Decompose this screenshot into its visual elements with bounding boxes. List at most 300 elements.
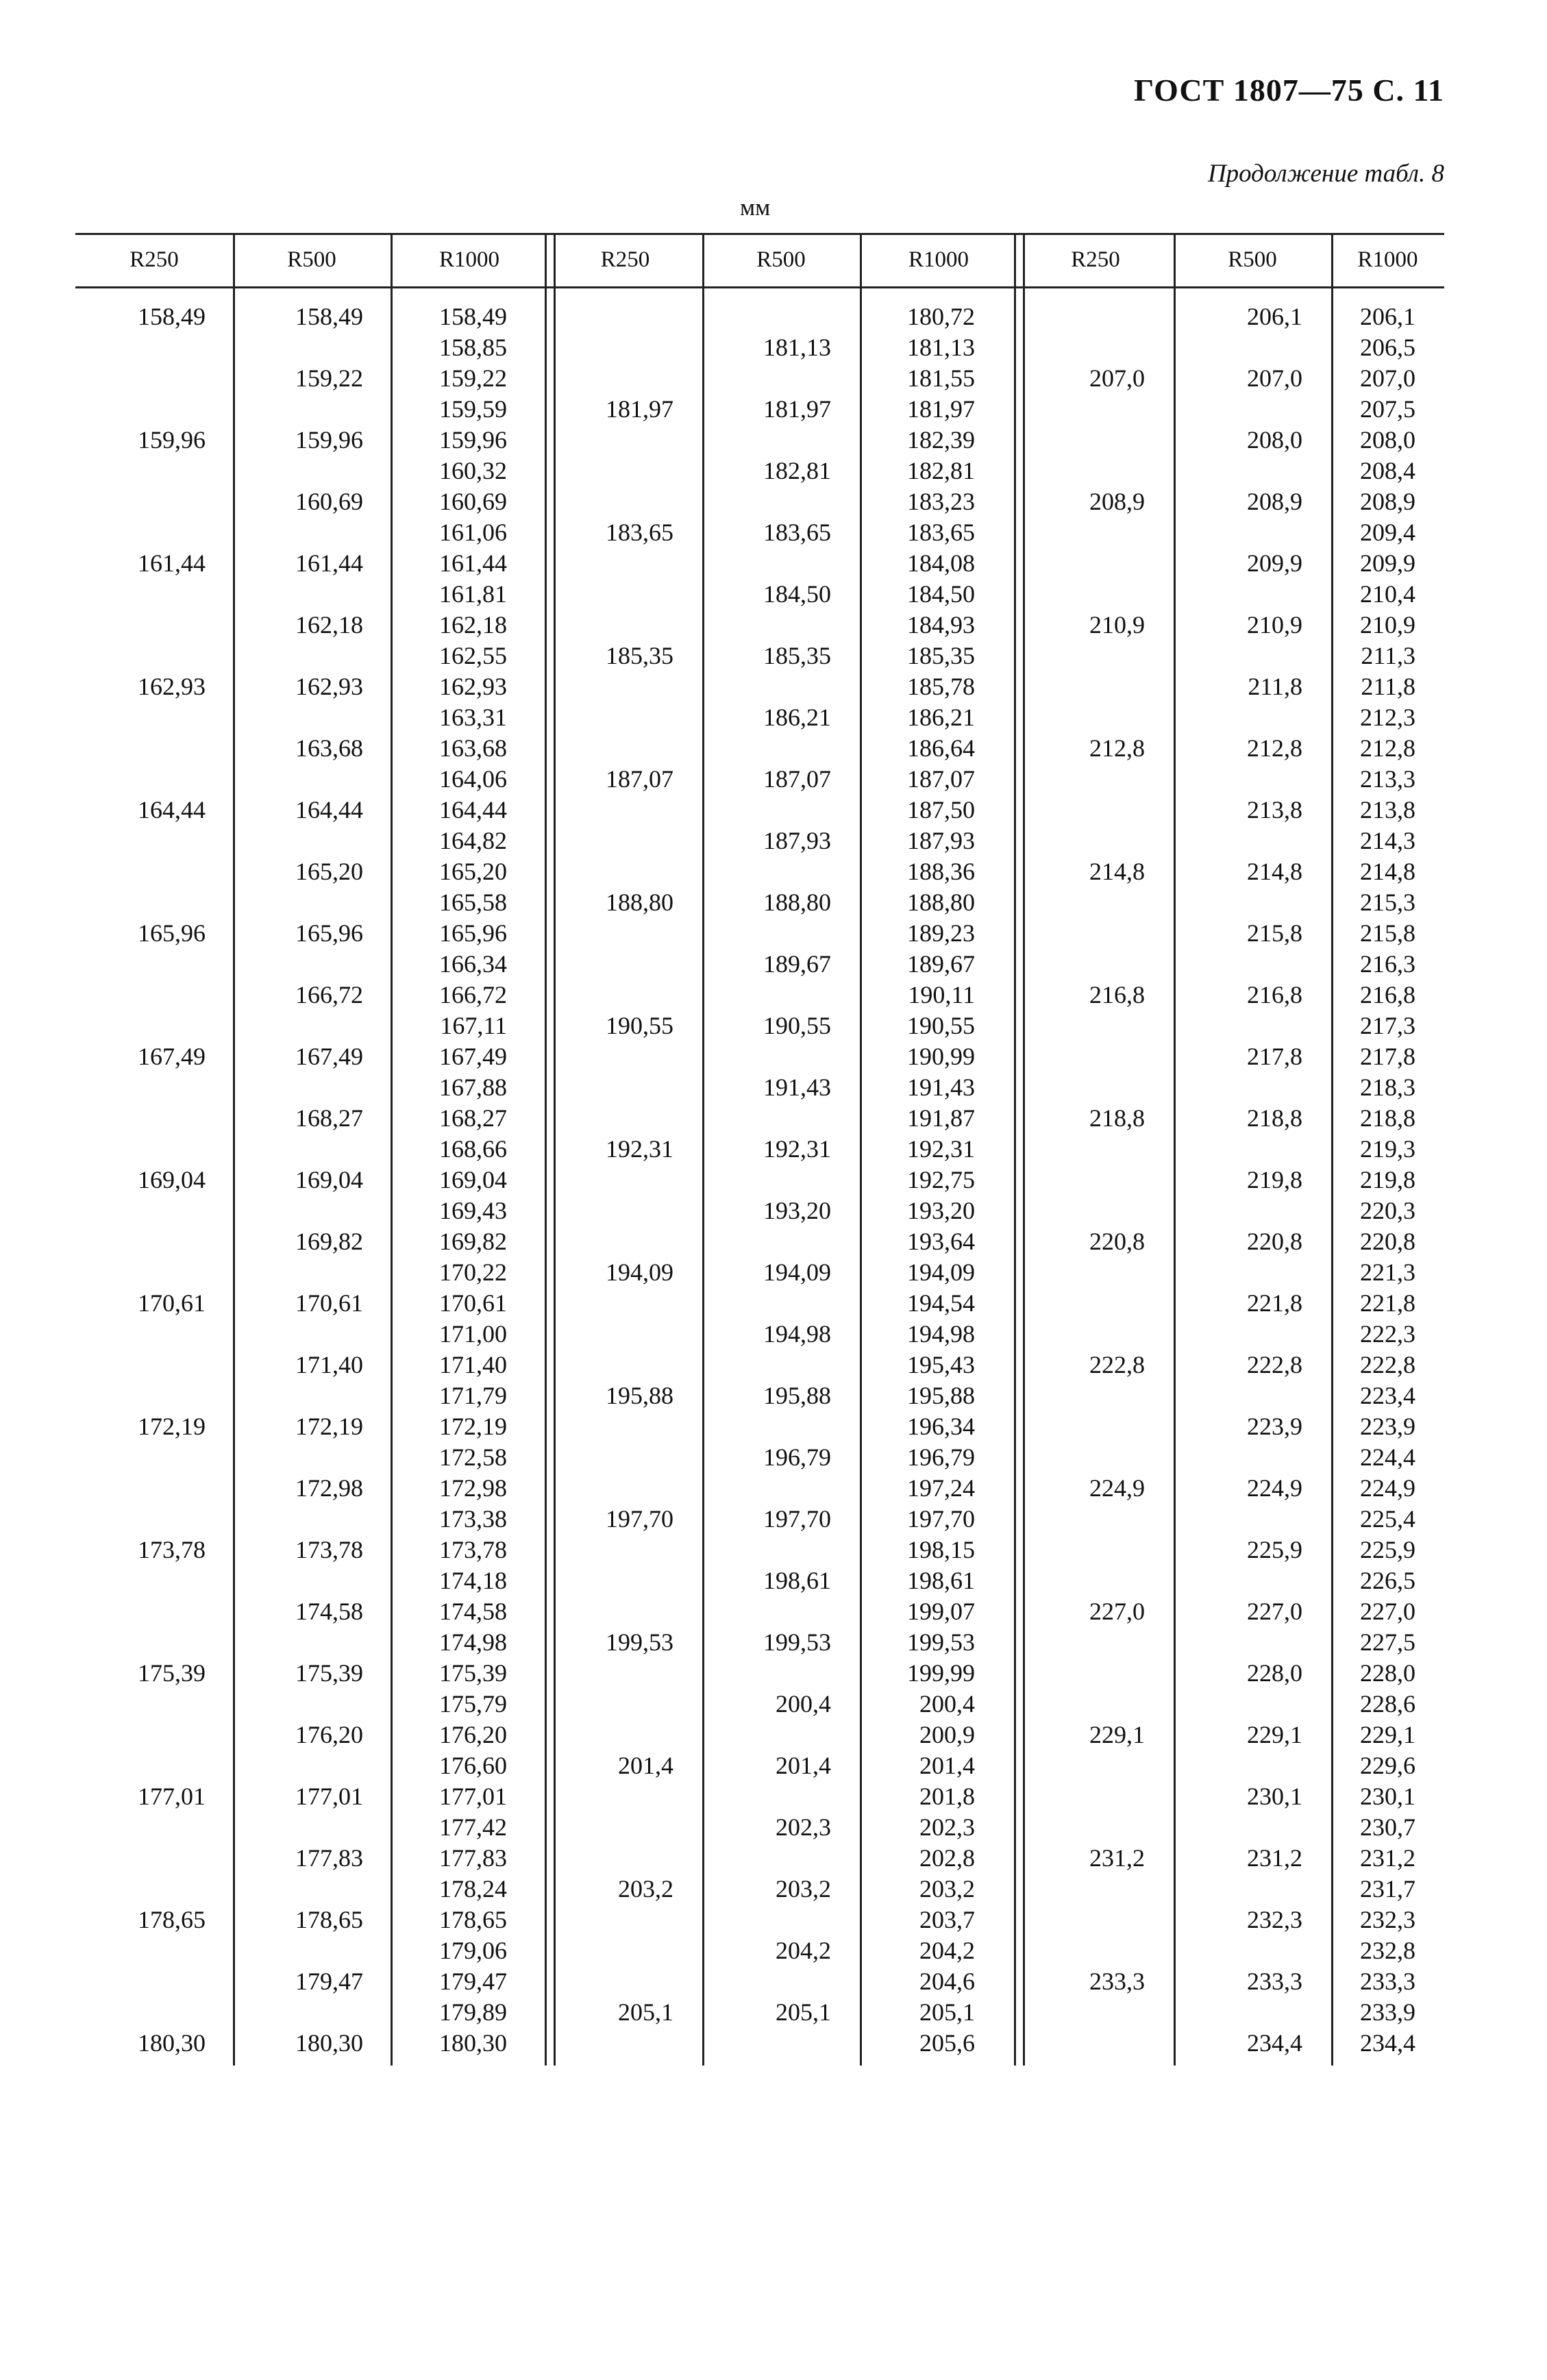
table-cell: 182,81 bbox=[763, 457, 831, 484]
table-cell: 189,67 bbox=[907, 950, 975, 978]
table-cell: 209,4 bbox=[1360, 519, 1415, 546]
table-cell: 183,65 bbox=[606, 519, 673, 546]
table-cell: 172,19 bbox=[439, 1413, 507, 1440]
table-cell: 234,4 bbox=[1360, 2029, 1415, 2057]
table-cell: 179,89 bbox=[439, 1998, 507, 2026]
table-cell: 169,04 bbox=[138, 1166, 206, 1193]
table-cell: 187,50 bbox=[907, 796, 975, 823]
table-cell: 176,20 bbox=[439, 1721, 507, 1748]
table-cell: 164,82 bbox=[439, 827, 507, 854]
table-cell: 181,97 bbox=[907, 395, 975, 423]
table-cell: 179,47 bbox=[439, 1968, 507, 1995]
table-cell: 207,0 bbox=[1247, 364, 1302, 392]
table-cell: 174,18 bbox=[439, 1567, 507, 1594]
table-cell: 217,3 bbox=[1360, 1012, 1415, 1039]
table-cell: 163,68 bbox=[295, 734, 363, 762]
table-cell: 203,2 bbox=[776, 1875, 831, 1902]
table-cell: 178,65 bbox=[295, 1906, 363, 1933]
table-cell: 183,65 bbox=[907, 519, 975, 546]
table-cell: 158,85 bbox=[439, 334, 507, 361]
table-cell: 206,5 bbox=[1360, 334, 1415, 361]
table-cell: 220,8 bbox=[1360, 1228, 1415, 1255]
table-cell: 172,98 bbox=[439, 1474, 507, 1502]
table-cell: 167,11 bbox=[440, 1012, 507, 1039]
table-cell: 175,39 bbox=[439, 1659, 507, 1687]
table-cell: 227,5 bbox=[1360, 1628, 1415, 1656]
table-cell: 162,18 bbox=[295, 611, 363, 639]
table-cell: 159,96 bbox=[295, 426, 363, 454]
table-cell: 231,7 bbox=[1360, 1875, 1415, 1902]
table-cell: 173,78 bbox=[295, 1536, 363, 1563]
table-cell: 225,9 bbox=[1247, 1536, 1302, 1563]
table-cell: 218,8 bbox=[1089, 1104, 1145, 1132]
table-cell: 206,1 bbox=[1360, 303, 1415, 330]
table-cell: 225,9 bbox=[1360, 1536, 1415, 1563]
table-cell: 198,15 bbox=[907, 1536, 975, 1563]
table-cell: 176,60 bbox=[439, 1752, 507, 1779]
table-cell: 180,30 bbox=[138, 2029, 206, 2057]
table-cell: 216,8 bbox=[1089, 981, 1145, 1008]
table-cell: 195,88 bbox=[763, 1382, 831, 1409]
table-cell: 198,61 bbox=[907, 1567, 975, 1594]
table-cell: 162,18 bbox=[439, 611, 507, 639]
table-cell: 193,20 bbox=[907, 1197, 975, 1224]
table-cell: 175,79 bbox=[439, 1690, 507, 1718]
table-cell: 160,69 bbox=[439, 488, 507, 515]
table-cell: 220,8 bbox=[1089, 1228, 1145, 1255]
table-cell: 198,61 bbox=[763, 1567, 831, 1594]
table-cell: 201,4 bbox=[776, 1752, 831, 1779]
table-cell: 204,2 bbox=[776, 1937, 831, 1964]
table-cell: 182,39 bbox=[907, 426, 975, 454]
table-cell: 172,58 bbox=[439, 1443, 507, 1471]
table-cell: 178,24 bbox=[439, 1875, 507, 1902]
table-cell: 158,49 bbox=[439, 303, 507, 330]
table-cell: 189,23 bbox=[907, 919, 975, 947]
table-cell: 231,2 bbox=[1247, 1844, 1302, 1872]
table-cell: 177,83 bbox=[439, 1844, 507, 1872]
table-cell: 227,0 bbox=[1360, 1598, 1415, 1625]
table-cell: 190,55 bbox=[763, 1012, 831, 1039]
table-cell: 180,30 bbox=[295, 2029, 363, 2057]
table-cell: 221,8 bbox=[1360, 1289, 1415, 1317]
table-cell: 174,98 bbox=[439, 1628, 507, 1656]
table-cell: 173,38 bbox=[439, 1505, 507, 1533]
table-cell: 199,07 bbox=[907, 1598, 975, 1625]
column-header: R1000 bbox=[1357, 247, 1418, 272]
table-cell: 168,27 bbox=[295, 1104, 363, 1132]
table-cell: 165,96 bbox=[138, 919, 206, 947]
table-cell: 178,65 bbox=[439, 1906, 507, 1933]
table-cell: 199,53 bbox=[763, 1628, 831, 1656]
table-cell: 202,8 bbox=[919, 1844, 975, 1872]
table-cell: 220,3 bbox=[1360, 1197, 1415, 1224]
table-cell: 202,3 bbox=[776, 1813, 831, 1841]
table-cell: 159,59 bbox=[439, 395, 507, 423]
table-cell: 208,9 bbox=[1360, 488, 1415, 515]
table-cell: 184,93 bbox=[907, 611, 975, 639]
table-cell: 190,99 bbox=[907, 1043, 975, 1070]
table-cell: 227,0 bbox=[1089, 1598, 1145, 1625]
table-cell: 168,27 bbox=[439, 1104, 507, 1132]
table-cell: 196,79 bbox=[907, 1443, 975, 1471]
table-cell: 187,93 bbox=[763, 827, 831, 854]
table-cell: 181,97 bbox=[606, 395, 673, 423]
table-cell: 229,1 bbox=[1247, 1721, 1302, 1748]
table-cell: 199,53 bbox=[907, 1628, 975, 1656]
table-cell: 190,11 bbox=[908, 981, 975, 1008]
table-cell: 173,78 bbox=[138, 1536, 206, 1563]
table-cell: 179,47 bbox=[295, 1968, 363, 1995]
table-cell: 202,3 bbox=[919, 1813, 975, 1841]
column-header: R500 bbox=[287, 247, 336, 272]
table-cell: 169,04 bbox=[295, 1166, 363, 1193]
table-cell: 215,8 bbox=[1360, 919, 1415, 947]
table-cell: 175,39 bbox=[138, 1659, 206, 1687]
table-cell: 187,07 bbox=[606, 765, 673, 793]
table-cell: 195,88 bbox=[907, 1382, 975, 1409]
table-cell: 184,08 bbox=[907, 549, 975, 577]
table-cell: 187,93 bbox=[907, 827, 975, 854]
table-cell: 205,6 bbox=[919, 2029, 975, 2057]
table-cell: 185,78 bbox=[907, 673, 975, 700]
table-cell: 210,9 bbox=[1089, 611, 1145, 639]
table-cell: 193,64 bbox=[907, 1228, 975, 1255]
table-cell: 192,31 bbox=[763, 1135, 831, 1163]
table-cell: 185,35 bbox=[606, 642, 673, 669]
table-cell: 224,9 bbox=[1247, 1474, 1302, 1502]
table-cell: 167,49 bbox=[138, 1043, 206, 1070]
table-cell: 207,0 bbox=[1360, 364, 1415, 392]
table-cell: 233,3 bbox=[1360, 1968, 1415, 1995]
table-cell: 212,3 bbox=[1360, 704, 1415, 731]
table-cell: 190,55 bbox=[907, 1012, 975, 1039]
table-cell: 188,80 bbox=[763, 889, 831, 916]
table-cell: 190,55 bbox=[606, 1012, 673, 1039]
table-cell: 224,9 bbox=[1089, 1474, 1145, 1502]
unit-label: мм bbox=[740, 194, 771, 221]
table-cell: 204,2 bbox=[919, 1937, 975, 1964]
table-cell: 197,70 bbox=[907, 1505, 975, 1533]
table-cell: 208,0 bbox=[1247, 426, 1302, 454]
table-cell: 234,4 bbox=[1247, 2029, 1302, 2057]
table-cell: 164,44 bbox=[138, 796, 206, 823]
table-cell: 224,4 bbox=[1360, 1443, 1415, 1471]
table-cell: 165,20 bbox=[439, 858, 507, 885]
table-cell: 201,4 bbox=[618, 1752, 673, 1779]
table-cell: 161,44 bbox=[138, 549, 206, 577]
table-cell: 209,9 bbox=[1360, 549, 1415, 577]
column-header: R1000 bbox=[908, 247, 969, 272]
table-cell: 200,9 bbox=[919, 1721, 975, 1748]
table-cell: 167,88 bbox=[439, 1074, 507, 1101]
table-cell: 164,44 bbox=[439, 796, 507, 823]
table-cell: 213,8 bbox=[1247, 796, 1302, 823]
table-cell: 170,61 bbox=[138, 1289, 206, 1317]
table-cell: 230,7 bbox=[1360, 1813, 1415, 1841]
table-cell: 164,44 bbox=[295, 796, 363, 823]
table-cell: 218,3 bbox=[1360, 1074, 1415, 1101]
table-cell: 170,61 bbox=[295, 1289, 363, 1317]
table-cell: 177,01 bbox=[439, 1783, 507, 1810]
table-cell: 159,96 bbox=[138, 426, 206, 454]
table-cell: 206,1 bbox=[1247, 303, 1302, 330]
table-cell: 183,65 bbox=[763, 519, 831, 546]
table-cell: 221,8 bbox=[1247, 1289, 1302, 1317]
table-cell: 221,3 bbox=[1360, 1259, 1415, 1286]
table-cell: 186,21 bbox=[763, 704, 831, 731]
table-cell: 159,96 bbox=[439, 426, 507, 454]
table-cell: 166,72 bbox=[295, 981, 363, 1008]
table-cell: 171,40 bbox=[439, 1351, 507, 1378]
table-cell: 169,04 bbox=[439, 1166, 507, 1193]
table-cell: 203,7 bbox=[919, 1906, 975, 1933]
table-cell: 201,4 bbox=[919, 1752, 975, 1779]
table-cell: 166,72 bbox=[439, 981, 507, 1008]
table-cell: 200,4 bbox=[919, 1690, 975, 1718]
table-cell: 205,1 bbox=[776, 1998, 831, 2026]
table-cell: 207,5 bbox=[1360, 395, 1415, 423]
table-cell: 175,39 bbox=[295, 1659, 363, 1687]
table-cell: 213,8 bbox=[1360, 796, 1415, 823]
table-cell: 232,3 bbox=[1247, 1906, 1302, 1933]
table-cell: 181,13 bbox=[907, 334, 975, 361]
table-cell: 158,49 bbox=[295, 303, 363, 330]
table-cell: 229,1 bbox=[1089, 1721, 1145, 1748]
table-cell: 213,3 bbox=[1360, 765, 1415, 793]
table-cell: 187,07 bbox=[907, 765, 975, 793]
table-cell: 177,83 bbox=[295, 1844, 363, 1872]
table-cell: 165,58 bbox=[439, 889, 507, 916]
table-cell: 191,43 bbox=[907, 1074, 975, 1101]
table-cell: 164,06 bbox=[439, 765, 507, 793]
table-header-rule bbox=[75, 286, 1444, 288]
table-cell: 217,8 bbox=[1360, 1043, 1415, 1070]
table-cell: 212,8 bbox=[1360, 734, 1415, 762]
table-cell: 174,58 bbox=[439, 1598, 507, 1625]
table-cell: 194,09 bbox=[907, 1259, 975, 1286]
table-cell: 197,70 bbox=[763, 1505, 831, 1533]
table-cell: 162,93 bbox=[439, 673, 507, 700]
table-cell: 191,87 bbox=[907, 1104, 975, 1132]
table-cell: 188,80 bbox=[606, 889, 673, 916]
table-cell: 177,01 bbox=[138, 1783, 206, 1810]
table-cell: 192,31 bbox=[907, 1135, 975, 1163]
table-cell: 185,35 bbox=[907, 642, 975, 669]
table-cell: 173,78 bbox=[439, 1536, 507, 1563]
table-cell: 216,3 bbox=[1360, 950, 1415, 978]
table-cell: 233,9 bbox=[1360, 1998, 1415, 2026]
table-cell: 199,99 bbox=[907, 1659, 975, 1687]
table-cell: 163,68 bbox=[439, 734, 507, 762]
table-cell: 172,19 bbox=[138, 1413, 206, 1440]
table-cell: 181,97 bbox=[763, 395, 831, 423]
table-cell: 161,06 bbox=[439, 519, 507, 546]
table-cell: 217,8 bbox=[1247, 1043, 1302, 1070]
table-cell: 162,93 bbox=[138, 673, 206, 700]
table-cell: 212,8 bbox=[1089, 734, 1145, 762]
table-cell: 181,13 bbox=[763, 334, 831, 361]
table-cell: 208,4 bbox=[1360, 457, 1415, 484]
table-cell: 184,50 bbox=[907, 580, 975, 608]
table-cell: 166,34 bbox=[439, 950, 507, 978]
table-cell: 176,20 bbox=[295, 1721, 363, 1748]
table-cell: 229,6 bbox=[1360, 1752, 1415, 1779]
column-header: R250 bbox=[1071, 247, 1120, 272]
table-cell: 210,9 bbox=[1360, 611, 1415, 639]
table-cell: 171,00 bbox=[439, 1320, 507, 1348]
table-cell: 210,9 bbox=[1247, 611, 1302, 639]
table-cell: 204,6 bbox=[919, 1968, 975, 1995]
table-cell: 230,1 bbox=[1247, 1783, 1302, 1810]
page-header: ГОСТ 1807—75 С. 11 bbox=[1133, 73, 1444, 108]
table-cell: 220,8 bbox=[1247, 1228, 1302, 1255]
table-cell: 223,9 bbox=[1247, 1413, 1302, 1440]
table-cell: 194,98 bbox=[763, 1320, 831, 1348]
table-cell: 209,9 bbox=[1247, 549, 1302, 577]
table-cell: 201,8 bbox=[919, 1783, 975, 1810]
table-cell: 177,42 bbox=[439, 1813, 507, 1841]
table-cell: 171,40 bbox=[295, 1351, 363, 1378]
table-cell: 233,3 bbox=[1247, 1968, 1302, 1995]
table-cell: 196,79 bbox=[763, 1443, 831, 1471]
table-cell: 192,75 bbox=[907, 1166, 975, 1193]
table-cell: 189,67 bbox=[763, 950, 831, 978]
table-cell: 218,8 bbox=[1360, 1104, 1415, 1132]
table-cell: 223,4 bbox=[1360, 1382, 1415, 1409]
table-cell: 197,24 bbox=[907, 1474, 975, 1502]
table-cell: 167,49 bbox=[295, 1043, 363, 1070]
table-cell: 183,23 bbox=[907, 488, 975, 515]
table-cell: 230,1 bbox=[1360, 1783, 1415, 1810]
table-cell: 184,50 bbox=[763, 580, 831, 608]
table-cell: 215,3 bbox=[1360, 889, 1415, 916]
column-header: R250 bbox=[129, 247, 179, 272]
table-cell: 172,19 bbox=[295, 1413, 363, 1440]
table-cell: 194,09 bbox=[606, 1259, 673, 1286]
table-cell: 214,8 bbox=[1360, 858, 1415, 885]
table-cell: 160,69 bbox=[295, 488, 363, 515]
table-cell: 212,8 bbox=[1247, 734, 1302, 762]
table-cell: 169,82 bbox=[295, 1228, 363, 1255]
table-cell: 194,09 bbox=[763, 1259, 831, 1286]
table-cell: 168,66 bbox=[439, 1135, 507, 1163]
table-cell: 180,72 bbox=[907, 303, 975, 330]
table-cell: 216,8 bbox=[1247, 981, 1302, 1008]
column-header: R1000 bbox=[438, 247, 499, 272]
table-cell: 208,0 bbox=[1360, 426, 1415, 454]
table-cell: 228,6 bbox=[1360, 1690, 1415, 1718]
table-cell: 165,96 bbox=[295, 919, 363, 947]
table-cell: 161,81 bbox=[439, 580, 507, 608]
table-cell: 227,0 bbox=[1247, 1598, 1302, 1625]
table-cell: 224,9 bbox=[1360, 1474, 1415, 1502]
table-cell: 196,34 bbox=[907, 1413, 975, 1440]
table-cell: 203,2 bbox=[618, 1875, 673, 1902]
table-cell: 207,0 bbox=[1089, 364, 1145, 392]
table-cell: 232,8 bbox=[1360, 1937, 1415, 1964]
table-cell: 169,82 bbox=[439, 1228, 507, 1255]
table-cell: 187,07 bbox=[763, 765, 831, 793]
table-cell: 170,61 bbox=[439, 1289, 507, 1317]
table-cell: 211,3 bbox=[1361, 642, 1415, 669]
table-cell: 172,98 bbox=[295, 1474, 363, 1502]
table-cell: 186,21 bbox=[907, 704, 975, 731]
table-cell: 193,20 bbox=[763, 1197, 831, 1224]
table-cell: 174,58 bbox=[295, 1598, 363, 1625]
table-cell: 195,43 bbox=[907, 1351, 975, 1378]
table-cell: 208,9 bbox=[1247, 488, 1302, 515]
table-cell: 233,3 bbox=[1089, 1968, 1145, 1995]
table-cell: 199,53 bbox=[606, 1628, 673, 1656]
table-cell: 232,3 bbox=[1360, 1906, 1415, 1933]
table-cell: 182,81 bbox=[907, 457, 975, 484]
table-continuation-label: Продолжение табл. 8 bbox=[1207, 160, 1444, 188]
table-cell: 214,8 bbox=[1247, 858, 1302, 885]
table-cell: 171,79 bbox=[439, 1382, 507, 1409]
table-cell: 181,55 bbox=[907, 364, 975, 392]
column-header: R500 bbox=[756, 247, 806, 272]
table-cell: 231,2 bbox=[1089, 1844, 1145, 1872]
table-cell: 197,70 bbox=[606, 1505, 673, 1533]
table-cell: 167,49 bbox=[439, 1043, 507, 1070]
table-cell: 188,36 bbox=[907, 858, 975, 885]
table-cell: 165,20 bbox=[295, 858, 363, 885]
table-cell: 162,93 bbox=[295, 673, 363, 700]
table-cell: 222,3 bbox=[1360, 1320, 1415, 1348]
table-cell: 194,98 bbox=[907, 1320, 975, 1348]
table-cell: 165,96 bbox=[439, 919, 507, 947]
table-cell: 159,22 bbox=[439, 364, 507, 392]
table-cell: 162,55 bbox=[439, 642, 507, 669]
table-cell: 229,1 bbox=[1360, 1721, 1415, 1748]
table-cell: 195,88 bbox=[606, 1382, 673, 1409]
table-cell: 186,64 bbox=[907, 734, 975, 762]
table-cell: 225,4 bbox=[1360, 1505, 1415, 1533]
table-cell: 228,0 bbox=[1247, 1659, 1302, 1687]
table-cell: 208,9 bbox=[1089, 488, 1145, 515]
table-cell: 231,2 bbox=[1360, 1844, 1415, 1872]
table-cell: 200,4 bbox=[776, 1690, 831, 1718]
table-cell: 222,8 bbox=[1247, 1351, 1302, 1378]
table-cell: 185,35 bbox=[763, 642, 831, 669]
table-cell: 177,01 bbox=[295, 1783, 363, 1810]
table-cell: 211,8 bbox=[1248, 673, 1302, 700]
table-cell: 161,44 bbox=[295, 549, 363, 577]
table-cell: 205,1 bbox=[919, 1998, 975, 2026]
table-cell: 188,80 bbox=[907, 889, 975, 916]
column-header: R500 bbox=[1228, 247, 1277, 272]
table-cell: 163,31 bbox=[439, 704, 507, 731]
table-cell: 218,8 bbox=[1247, 1104, 1302, 1132]
table-cell: 178,65 bbox=[138, 1906, 206, 1933]
table-cell: 222,8 bbox=[1089, 1351, 1145, 1378]
table-cell: 203,2 bbox=[919, 1875, 975, 1902]
table-cell: 180,30 bbox=[439, 2029, 507, 2057]
table-cell: 226,5 bbox=[1360, 1567, 1415, 1594]
table-cell: 192,31 bbox=[606, 1135, 673, 1163]
table-cell: 222,8 bbox=[1360, 1351, 1415, 1378]
table-cell: 215,8 bbox=[1247, 919, 1302, 947]
table-cell: 214,3 bbox=[1360, 827, 1415, 854]
table-cell: 228,0 bbox=[1360, 1659, 1415, 1687]
table-cell: 159,22 bbox=[295, 364, 363, 392]
table-cell: 211,8 bbox=[1361, 673, 1415, 700]
table-cell: 169,43 bbox=[439, 1197, 507, 1224]
table-cell: 216,8 bbox=[1360, 981, 1415, 1008]
table-cell: 210,4 bbox=[1360, 580, 1415, 608]
table-cell: 219,3 bbox=[1360, 1135, 1415, 1163]
